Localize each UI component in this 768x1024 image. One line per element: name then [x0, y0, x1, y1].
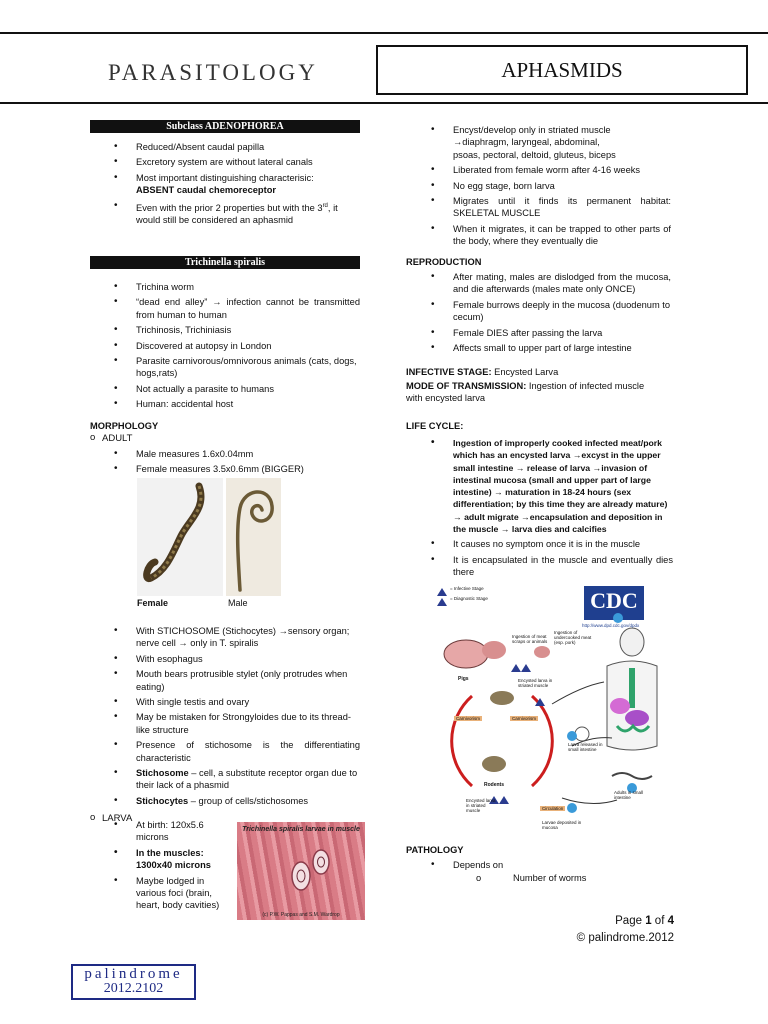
superscript: rd	[322, 202, 328, 209]
lifecycle-list	[453, 437, 673, 582]
subclass-list	[136, 141, 360, 230]
list-item-text: , it would still be considered an aphasmid	[136, 202, 338, 226]
page-total: 4	[667, 915, 674, 927]
list-item: • Mouth bears protrusible stylet (only protrudes when eating)	[136, 668, 360, 693]
subclass-header: Subclass ADENOPHOREA	[90, 120, 360, 133]
pathology-sub-bullet: o	[476, 873, 482, 883]
label-carnivorism-2: Carnivorism	[512, 716, 537, 721]
list-item: • May be mistaken for Strongyloides due to its thread-like structure	[136, 711, 360, 736]
male-worm-image	[226, 478, 281, 596]
lifecycle-title: LIFE CYCLE:	[406, 421, 464, 431]
page-prefix: Page	[615, 915, 646, 927]
legend-diagnostic: = Diagnostic Stage	[450, 596, 488, 601]
list-item-text: Encyst/develop only in striated muscle	[453, 125, 611, 135]
stamp-line-1: palindrome	[84, 966, 183, 982]
trichinella-list	[136, 281, 360, 414]
label-rodents: Rodents	[484, 782, 504, 788]
infective-label: INFECTIVE STAGE:	[406, 367, 492, 377]
list-item-text: →diaphragm, laryngeal, abdominal,	[453, 137, 600, 148]
palindrome-stamp	[71, 964, 196, 1000]
list-item-text: psoas, pectoral, deltoid, gluteus, biceps	[453, 149, 616, 160]
stichocytes-term: Stichocytes	[136, 795, 189, 806]
label-circulation: Circulation	[542, 806, 564, 811]
reproduction-list	[453, 271, 671, 357]
list-item: • Discovered at autopsy in London	[136, 340, 360, 352]
list-item-text: Even with the prior 2 properties but with the 3	[136, 202, 323, 213]
list-item: • With single testis and ovary	[136, 696, 360, 708]
larva-list	[136, 819, 228, 915]
micrograph-credit: (c) P.W. Pappas and S.M. Wardrop	[262, 912, 340, 918]
list-item: • No egg stage, born larva	[453, 180, 671, 192]
infective-value: Encysted Larva	[491, 367, 559, 377]
list-item: • Excretory system are without lateral canals	[136, 156, 360, 168]
mode-value: Ingestion of infected muscle with encysted larva	[406, 381, 645, 404]
pathology-sub-item: Number of worms	[513, 873, 587, 883]
label-pigs: Pigs	[458, 676, 469, 682]
label-encysted-2: Encysted larva in striated muscle	[466, 798, 496, 813]
list-item: • Affects small to upper part of large intestine	[453, 342, 671, 354]
reproduction-title: REPRODUCTION	[406, 257, 482, 267]
stichosome-def: – cell, a substitute receptor organ due to their lack of a phasmid	[136, 768, 358, 791]
label-carnivorism: Carnivorism	[456, 716, 481, 721]
copyright: © palindrome.2012	[576, 932, 674, 944]
label-deposited: Larvae deposited in mucosa	[542, 820, 582, 830]
female-worm-image	[137, 478, 223, 596]
list-item: • Female burrows deeply in the mucosa (duodenum to cecum)	[453, 299, 671, 324]
list-item: • When it migrates, it can be trapped to other parts of the body, where they eventually die	[453, 223, 671, 248]
label-scraps: Ingestion of meat scraps or animals	[512, 634, 548, 644]
list-item: • Presence of stichosome is the differentiating characteristic	[136, 739, 360, 764]
list-item: • It is encapsulated in the muscle and eventually dies there	[453, 554, 673, 579]
list-item: • Parasite carnivorous/omnivorous animals (cats, dogs, hogs,rats)	[136, 355, 360, 380]
legend-infective: = Infective Stage	[450, 586, 484, 591]
list-item	[136, 767, 360, 792]
list-item: • In the muscles: 1300x40 microns	[136, 847, 228, 872]
list-item: • Female measures 3.5x0.6mm (BIGGER)	[136, 463, 360, 475]
list-item: • Not actually a parasite to humans	[136, 383, 360, 395]
list-item: • At birth: 120x5.6 microns	[136, 819, 228, 844]
list-item: • Ingestion of improperly cooked infected meat/pork which has an encysted larva →excyst in the upper small intestine → release of larva →invasion of intestinal mucosa (small and upper part of large intestine) → maturation in 18-24 hours (sex differentiation; by this time they are already mature) → adult migrate →encapsulation and deposition in the muscle → larva dies and calcifies	[453, 437, 673, 535]
stichosome-term: Stichosome	[136, 768, 189, 779]
list-item	[136, 172, 360, 197]
list-item-text: Most important distinguishing characterisic:	[136, 172, 314, 183]
list-item: • Reduced/Absent caudal papilla	[136, 141, 360, 153]
list-item: • After mating, males are dislodged from the mucosa, and die afterwards (males mate only ONCE)	[453, 271, 671, 296]
micrograph-title: Trichinella spiralis larvae in muscle	[242, 826, 360, 833]
list-item: • Female DIES after passing the larva	[453, 327, 671, 339]
larva-cysts	[237, 822, 365, 920]
larva-label: o LARVA	[102, 813, 768, 824]
header-rule	[0, 102, 768, 104]
list-item: • Migrates until it finds its permanent habitat: SKELETAL MUSCLE	[453, 195, 671, 220]
list-item: • Depends on	[453, 859, 671, 871]
male-label: Male	[228, 598, 248, 608]
brand-title: PARASITOLOGY	[108, 60, 318, 85]
list-item: • Trichinosis, Trichiniasis	[136, 324, 360, 336]
intro-list	[453, 124, 671, 251]
infective-stage	[406, 367, 558, 377]
list-item	[136, 200, 360, 227]
label-undercooked: Ingestion of undercooked meat (esp. pork)	[554, 630, 592, 645]
list-item: • Liberated from female worm after 4-16 weeks	[453, 164, 671, 176]
page-indicator	[615, 915, 674, 927]
list-item: • With STICHOSOME (Stichocytes) →sensory organ; nerve cell → only in T. spiralis	[136, 625, 360, 650]
stamp-line-2: 2012.2102	[103, 981, 164, 996]
list-item-emphasis: ABSENT caudal chemoreceptor	[136, 185, 277, 196]
mode-of-transmission	[406, 380, 656, 405]
list-item: • “dead end alley” → infection cannot be transmitted from human to human	[136, 296, 360, 321]
adult-label: o ADULT	[102, 433, 768, 444]
page-mid: of	[651, 915, 668, 927]
list-item	[453, 124, 671, 161]
trichinella-header: Trichinella spiralis	[90, 256, 360, 269]
morphology-title: MORPHOLOGY	[90, 421, 159, 431]
cdc-logo: CDC	[590, 588, 638, 613]
label-released: Larva released in small intestine	[568, 742, 603, 752]
topic-title: APHASMIDS	[376, 45, 748, 95]
top-rule	[0, 32, 768, 34]
page-number: 1	[645, 915, 652, 927]
morphology-list	[136, 625, 360, 810]
label-encysted: Encysted larva in striated muscle	[518, 678, 553, 688]
list-item: • Trichina worm	[136, 281, 360, 293]
larvae-micrograph	[237, 822, 365, 920]
list-item: • With esophagus	[136, 653, 360, 665]
cdc-url: http://www.dpd.cdc.gov/dpdx	[582, 623, 640, 628]
list-item	[136, 795, 360, 807]
mode-label: MODE OF TRANSMISSION:	[406, 381, 527, 391]
lifecycle-diagram	[432, 586, 672, 836]
adult-list	[136, 448, 360, 479]
list-item: • It causes no symptom once it is in the muscle	[453, 538, 673, 550]
female-label: Female	[137, 598, 169, 608]
list-item: • Male measures 1.6x0.04mm	[136, 448, 360, 460]
stichocytes-def: – group of cells/stichosomes	[188, 795, 309, 806]
list-item: • Maybe lodged in various foci (brain, heart, body cavities)	[136, 875, 228, 912]
pathology-title: PATHOLOGY	[406, 845, 464, 855]
list-item: • Human: accidental host	[136, 398, 360, 410]
label-adults: Adults in small intestine	[614, 790, 644, 800]
